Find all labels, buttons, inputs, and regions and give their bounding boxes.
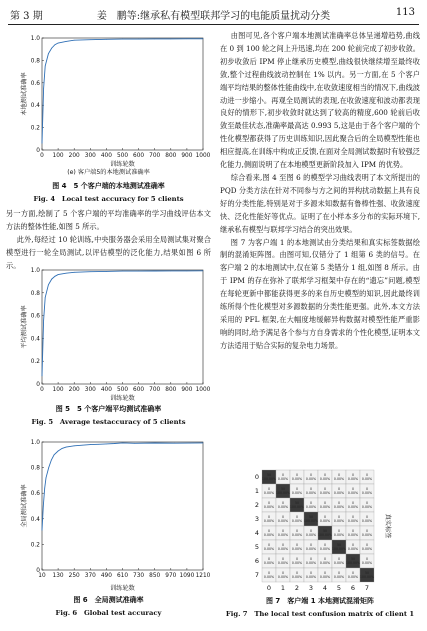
cell-percent: 0.00% [277,547,289,551]
cell-count: 0 [295,487,299,491]
cell-count: 0 [295,557,299,561]
cell-percent: 0.00% [291,519,303,523]
data-point [82,445,83,446]
page-number: 113 [395,7,415,18]
running-title: 姜 鹏等:继承私有模型联邦学习的电能质量扰动分类 [96,11,331,22]
cell-count: 0 [365,501,369,505]
data-point [170,271,171,272]
y-tick-label: 0.8 [30,290,40,297]
cell-count: 0 [267,571,271,575]
cell-count: 0 [351,529,355,533]
data-point [203,270,204,271]
cell-percent: 0.00% [277,477,289,481]
cell-percent: 0.00% [333,561,345,565]
cell-percent: 0.00% [277,519,289,523]
cell-count: 0 [309,473,313,477]
data-point [66,447,67,448]
cell-count: 0 [351,571,355,575]
cell-percent: 0.00% [319,519,331,523]
x-tick-label: 800 [165,387,177,393]
col-label: 3 [308,584,314,592]
cell-count: 0 [323,557,327,561]
cell-count: 0 [267,557,271,561]
cell-count: 0 [309,557,313,561]
y-axis-label: 平均测试准确率 [21,305,28,349]
data-point [203,38,204,39]
cell-percent: 0.00% [347,491,359,495]
cell-count: 0 [281,557,285,561]
cell-percent: 0.00% [305,477,317,481]
data-point [114,443,115,444]
cell-percent: 0.00% [263,491,275,495]
x-axis-label: 训练轮数 [110,395,135,402]
fig6-caption-cn: 图 6 全局测试准确率 [73,596,144,604]
cell-percent: 0.00% [319,477,331,481]
y-tick-label: 0.6 [30,80,40,87]
cell-count: 0 [267,487,271,491]
data-point [174,443,175,444]
x-tick-label: 700 [149,153,161,159]
cell-percent: 0.00% [361,561,373,565]
paragraph: 此外,每经过 10 轮训练,中央服务器会采用全局测试集对聚合模型进行一轮全局测试,以评估模型的泛化能力,结果如图 6 所示。 [6,234,211,270]
data-point [154,271,155,272]
cell-count: 0 [365,557,369,561]
paragraph: 由图可见,各个客户端本地测试准确率总体呈递增趋势,曲线在 0 到 100 轮之间上升迅速,均在 200 轮前完成了初步收敛。初步收敛后 IPM 停止继承历史模型,曲线很快继续增至最终收敛,整个过程曲线波动控制在 1% 以内。另一方面,在 5 个客户端平均结果的整体性能曲线中,在收敛速度相当的情况下,曲线波动进一步缩小。再观全局测试的表现,在收敛速度和波动都表现良好的情形下,初步收敛时就达到了较高的精度,600 轮前后收敛至最佳状态,准确率最高达 0.993 5,这是由于各个客户端的个性化模型都获得了历史训练知识,因此聚合后的全局模型性能也相应提高,在训练中构成正反馈,在面对全局测试数据时有较强泛化能力,侧面说明了在本地模型更新阶段加入 IPM 的优势。 [220,31,420,170]
cell-count: 0 [337,515,341,519]
paragraph: 图 7 为客户端 1 的本地测试由分类结果和真实标签数据绘制的混淆矩阵图。由图可知,仅错分了 1 组第 6 类的信号。在客户端 2 的本地测试中,仅在第 5 类错分 1 组,如图 8 所示。由于 IPM 的存在弥补了联邦学习框架中存在的“遗忘”问题,模型在每轮更新中都能获得更多的来自历史模型的知识,因此最终训练所得个性化模型对多源数据的分类性能更强。此外,本文方法采用的 PFL 框架,在大幅度地缓解异构数据对模型性能严重影响的同时,给予满足各个参与方自身需求的个性化模型,证明本文方法适用于贴合实际的复杂电力场景。 [220,237,420,350]
cell-count: 50 [308,515,314,519]
cell-count: 0 [295,473,299,477]
cell-percent: 100.00% [289,505,305,509]
cell-count: 0 [281,515,285,519]
cell-count: 0 [337,487,341,491]
data-point [74,445,75,446]
cell-percent: 0.00% [361,477,373,481]
cell-percent: 0.00% [305,505,317,509]
cell-count: 50 [280,487,286,491]
cell-percent: 100.00% [359,575,375,579]
data-point [122,271,123,272]
data-point [154,39,155,40]
data-point [54,454,55,455]
data-point [90,39,91,40]
cell-percent: 0.00% [263,561,275,565]
cell-percent: 0.00% [347,477,359,481]
cell-percent: 0.00% [305,491,317,495]
cell-count: 0 [337,529,341,533]
cell-count: 50 [294,501,300,505]
data-point [106,39,107,40]
data-point [106,444,107,445]
header-rule [8,24,419,25]
cell-percent: 0.00% [305,547,317,551]
fig6-chart [6,432,211,592]
x-tick-label: 300 [84,387,96,393]
cell-count: 0 [281,501,285,505]
col-label: 7 [364,584,370,592]
data-point [122,39,123,40]
data-point [74,40,75,41]
x-tick-label: 100 [52,153,64,159]
row-label: 2 [254,501,259,509]
col-label: 1 [280,584,286,592]
y-tick-label: 0.4 [30,516,40,523]
cell-count: 0 [309,571,313,575]
x-tick-label: 900 [181,153,193,159]
y-axis-label: 本地测试准确率 [21,72,28,116]
cell-percent: 0.00% [347,519,359,523]
data-point [51,460,52,461]
cell-percent: 0.00% [305,533,317,537]
col-label: 5 [336,584,342,592]
plot-frame [42,270,203,384]
matrix-ylabel: 真实标签 [384,513,391,539]
cell-percent: 0.00% [291,533,303,537]
cell-percent: 100.00% [331,547,347,551]
cell-count: 50 [266,473,272,477]
cell-count: 0 [351,473,355,477]
cell-count: 0 [337,473,341,477]
cell-count: 0 [309,501,313,505]
fig4-caption-cn: 图 4 5 个客户端的本地测试准确率 [52,182,165,190]
cell-percent: 0.00% [319,547,331,551]
fig4-caption-en: Fig. 4 Local test accuracy for 5 clients [33,195,184,203]
data-point [42,530,43,531]
cell-percent: 0.00% [305,575,317,579]
y-tick-label: 0 [36,148,40,154]
y-tick-label: 0.2 [30,125,40,132]
cell-count: 0 [351,515,355,519]
cell-count: 0 [309,543,313,547]
cell-count: 0 [295,543,299,547]
cell-count: 0 [323,515,327,519]
row-label: 6 [254,557,259,565]
cell-count: 0 [281,473,285,477]
cell-percent: 0.00% [319,491,331,495]
data-point [43,506,44,507]
col-label: 2 [294,584,300,592]
cell-count: 50 [336,543,342,547]
cell-percent: 0.00% [263,505,275,509]
x-tick-label: 250 [68,573,80,579]
cell-percent: 0.00% [319,505,331,509]
x-tick-label: 1000 [195,153,211,159]
issue-number: 第 3 期 [10,11,43,22]
cell-percent: 0.00% [291,561,303,565]
data-point [66,273,67,274]
cell-percent: 0.00% [291,575,303,579]
data-point [106,271,107,272]
y-tick-label: 0.8 [30,58,40,65]
cell-count: 0 [351,543,355,547]
x-tick-label: 970 [165,573,177,579]
cell-percent: 0.00% [333,575,345,579]
data-point [154,443,155,444]
cell-percent: 0.00% [361,547,373,551]
data-point [55,44,56,45]
cell-percent: 100.00% [317,533,333,537]
y-tick-label: 0.2 [30,542,40,549]
col-label: 0 [266,584,272,592]
col-label: 4 [322,584,328,592]
cell-percent: 0.00% [333,491,345,495]
data-point [90,271,91,272]
y-axis-label: 全局测试准确率 [21,484,28,528]
cell-percent: 0.00% [361,491,373,495]
fig4-chart [6,30,211,168]
cell-count: 0 [365,543,369,547]
x-tick-label: 500 [116,387,129,393]
x-tick-label: 850 [149,573,161,579]
row-label: 1 [254,487,259,495]
cell-count: 0 [309,487,313,491]
y-tick-label: 1.0 [30,440,40,446]
x-axis-label: 训练轮数 [110,585,135,592]
cell-percent: 0.00% [277,505,289,509]
cell-percent: 0.00% [333,533,345,537]
fig5-chart [6,262,211,402]
plot-frame [42,38,203,150]
cell-percent: 0.00% [347,533,359,537]
data-point [58,451,59,452]
cell-count: 0 [295,571,299,575]
x-tick-label: 1000 [195,387,211,393]
fig6-caption-en: Fig. 6 Global test accuracy [55,609,162,617]
data-point [46,477,47,478]
cell-count: 0 [323,487,327,491]
data-point [187,38,188,39]
cell-percent: 0.00% [319,575,331,579]
y-tick-label: 0.6 [30,313,40,320]
y-tick-label: 1.0 [30,36,40,42]
x-tick-label: 300 [84,153,96,159]
cell-count: 0 [267,543,271,547]
x-tick-label: 370 [84,573,96,579]
cell-count: 50 [364,571,370,575]
y-tick-label: 0.4 [30,103,40,110]
cell-count: 0 [351,501,355,505]
x-tick-label: 400 [100,387,112,393]
fig4-subcaption: (e) 客户端5的本地测试准确率 [67,169,150,176]
x-tick-label: 900 [181,387,193,393]
data-point [45,297,46,298]
data-point [74,272,75,273]
cell-count: 0 [267,529,271,533]
row-label: 3 [254,515,259,523]
cell-percent: 0.00% [277,575,289,579]
x-tick-label: 800 [165,153,177,159]
y-tick-label: 0.4 [30,336,40,343]
cell-count: 0 [365,515,369,519]
fig7-caption-cn: 图 7 客户端 1 本地测试混淆矩阵 [265,597,375,605]
cell-percent: 0.00% [277,533,289,537]
data-point [187,271,188,272]
data-point [48,53,49,54]
data-point [170,39,171,40]
cell-percent: 100.00% [275,491,291,495]
data-point [98,444,99,445]
cell-percent: 0.00% [347,547,359,551]
cell-percent: 0.00% [263,533,275,537]
cell-count: 0 [295,529,299,533]
cell-count: 0 [295,515,299,519]
y-tick-label: 0 [36,568,40,574]
fig5-caption-cn: 图 5 5 个客户端平均测试准确率 [55,405,162,413]
x-tick-label: 400 [100,153,112,159]
cell-percent: 0.00% [333,519,345,523]
y-tick-label: 0 [36,382,40,388]
data-point [51,279,52,280]
cell-percent: 0.00% [361,519,373,523]
cell-count: 0 [323,543,327,547]
x-tick-label: 500 [116,153,129,159]
data-point [48,284,49,285]
row-label: 0 [254,473,259,481]
row-label: 7 [254,571,259,579]
cell-percent: 0.00% [347,505,359,509]
cell-count: 0 [267,501,271,505]
data-point [62,448,63,449]
cell-percent: 0.00% [319,561,331,565]
right-text [220,30,420,353]
cell-percent: 0.00% [263,547,275,551]
cell-percent: 100.00% [303,519,319,523]
row-label: 4 [254,529,259,537]
cell-percent: 0.00% [291,547,303,551]
data-point [55,276,56,277]
data-point [122,443,123,444]
cell-count: 0 [351,487,355,491]
paragraph: 综合看来,图 4 至图 6 的模型学习曲线表明了本文所提出的 PQD 分类方法在针对不同参与方之间的异构扰动数据上具有良好的分类性能,特别是对于多源未知数据有鲁棒性强、收敛速度快、泛化性能好等优点。证明了在小样本多分布的实际环境下,继承私有模型与联邦学习结合的突出效果。 [220,172,420,234]
data-point [138,271,139,272]
data-point [66,41,67,42]
cell-count: 0 [337,501,341,505]
x-tick-label: 100 [52,387,64,393]
data-point [90,444,91,445]
x-tick-label: 200 [68,153,80,159]
x-tick-label: 1090 [179,573,195,579]
data-point [45,66,46,67]
cell-percent: 0.00% [263,519,275,523]
x-tick-label: 600 [133,153,145,159]
cell-count: 0 [323,571,327,575]
data-point [42,376,43,377]
cell-percent: 0.00% [291,477,303,481]
x-tick-label: 600 [133,387,145,393]
fig5-caption-en: Fig. 5 Average testaccuracy of 5 clients [31,418,186,426]
row-label: 5 [254,543,259,551]
x-tick-label: 1210 [195,573,211,579]
x-tick-label: 490 [100,573,112,579]
cell-count: 50 [350,557,356,561]
data-point [58,274,59,275]
x-tick-label: 0 [40,153,44,159]
cell-percent: 0.00% [277,561,289,565]
data-point [43,320,44,321]
paragraph: 另一方面,绘制了 5 个客户端的平均准确率的学习曲线评估本文方法的整体性能,如图 5 所示。 [6,209,211,231]
cell-percent: 0.00% [291,491,303,495]
cell-count: 0 [337,557,341,561]
cell-percent: 0.00% [333,477,345,481]
cell-percent: 0.00% [347,575,359,579]
cell-percent: 100.00% [345,561,361,565]
col-label: 6 [350,584,356,592]
cell-count: 0 [281,571,285,575]
cell-count: 0 [267,515,271,519]
data-point [48,467,49,468]
cell-count: 0 [323,473,327,477]
cell-percent: 0.00% [361,505,373,509]
data-point [44,488,45,489]
data-point [42,143,43,144]
cell-percent: 0.00% [333,505,345,509]
data-point [134,443,135,444]
cell-count: 0 [309,529,313,533]
cell-count: 0 [281,529,285,533]
cell-percent: 100.00% [261,477,277,481]
x-tick-label: 0 [40,387,44,393]
data-point [203,443,204,444]
data-point [58,43,59,44]
cell-count: 50 [322,529,328,533]
data-point [51,48,52,49]
fig7-caption-en: Fig. 7 The local test confusion matrix of client 1 [225,610,415,618]
y-tick-label: 0.6 [30,491,40,498]
data-point [43,88,44,89]
cell-percent: 0.00% [263,575,275,579]
x-tick-label: 700 [149,387,161,393]
y-tick-label: 0.2 [30,359,40,366]
cell-count: 0 [365,529,369,533]
plot-frame [42,442,203,570]
fig7-confusion-matrix [228,468,418,600]
cell-count: 0 [365,473,369,477]
x-tick-label: 610 [116,573,129,579]
cell-count: 0 [365,487,369,491]
x-tick-label: 10 [38,573,46,579]
cell-count: 0 [323,501,327,505]
x-tick-label: 730 [133,573,145,579]
y-tick-label: 0.8 [30,465,40,472]
x-tick-label: 130 [52,573,64,579]
x-axis-label: 训练轮数 [110,161,135,168]
data-point [138,39,139,40]
cell-percent: 0.00% [361,533,373,537]
cell-count: 0 [281,543,285,547]
page-header [0,0,427,26]
y-tick-label: 1.0 [30,268,40,274]
cell-percent: 0.00% [305,561,317,565]
x-tick-label: 200 [68,387,80,393]
cell-count: 0 [337,571,341,575]
